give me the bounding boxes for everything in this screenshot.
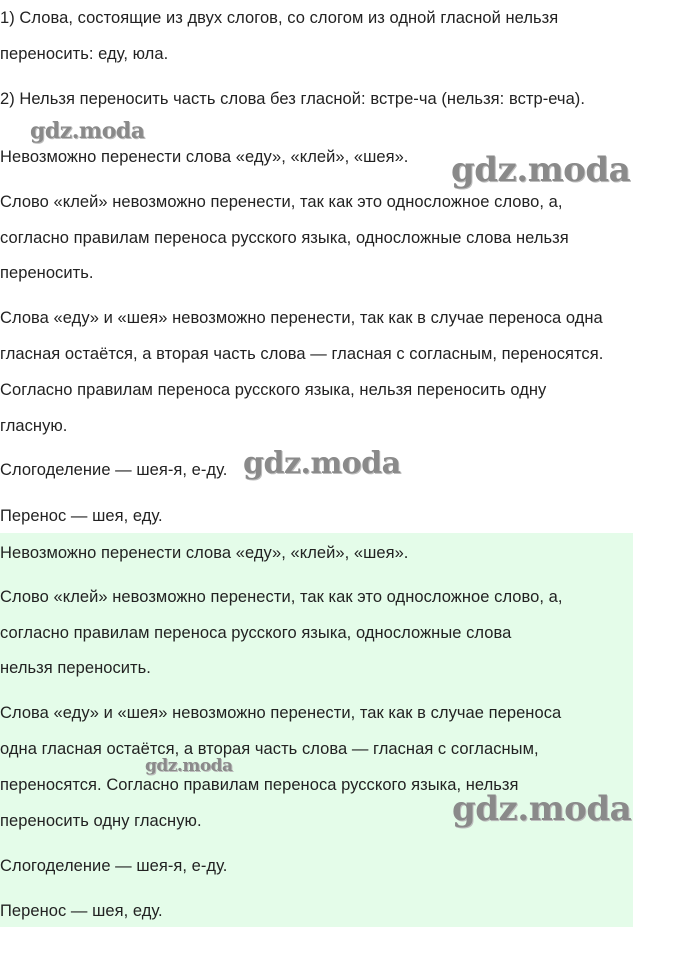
s1-line-7: Согласно правилам переноса русского языка, нельзя переносить одну — [0, 381, 547, 399]
watermark-4: gdz.moda — [145, 756, 233, 776]
s1-line-10: Перенос — шея, еду. — [0, 507, 163, 525]
rule-1-line-2: переносить: еду, юла. — [0, 45, 169, 63]
s2-line-5: Слова «еду» и «шея» невозможно перенести, так как в случае переноса — [0, 704, 562, 722]
s2-line-3: согласно правилам переноса русского языка, односложные слова — [0, 624, 512, 642]
watermark-3: gdz.moda — [243, 446, 401, 481]
s1-line-2: Слово «клей» невозможно перенести, так как это односложное слово, а, — [0, 193, 563, 211]
s2-line-6: одна гласная остаётся, а вторая часть слова — гласная с согласным, — [0, 740, 539, 758]
watermark-2: gdz.moda — [451, 150, 631, 190]
s2-line-4: нельзя переносить. — [0, 659, 151, 677]
s1-line-1: Невозможно перенести слова «еду», «клей», «шея». — [0, 148, 409, 166]
s1-line-3: согласно правилам переноса русского языка, односложные слова нельзя — [0, 229, 569, 247]
s2-line-8: переносить одну гласную. — [0, 812, 202, 830]
s1-line-5: Слова «еду» и «шея» невозможно перенести, так как в случае переноса одна — [0, 309, 603, 327]
s2-line-7: переносятся. Согласно правилам переноса русского языка, нельзя — [0, 776, 519, 794]
rule-1-line-1: 1) Слова, состоящие из двух слогов, со слогом из одной гласной нельзя — [0, 9, 559, 27]
s2-line-1: Невозможно перенести слова «еду», «клей», «шея». — [0, 544, 409, 562]
rule-2: 2) Нельзя переносить часть слова без гласной: встре-ча (нельзя: встр-еча). — [0, 90, 585, 108]
watermark-5: gdz.moda — [452, 789, 632, 829]
answer-block — [0, 533, 633, 927]
s2-line-2: Слово «клей» невозможно перенести, так как это односложное слово, а, — [0, 588, 563, 606]
s2-line-10: Перенос — шея, еду. — [0, 902, 163, 920]
s1-line-4: переносить. — [0, 264, 94, 282]
s1-line-6: гласная остаётся, а вторая часть слова — гласная с согласным, переносятся. — [0, 345, 604, 363]
s2-line-9: Слогоделение — шея-я, е-ду. — [0, 857, 228, 875]
s1-line-9: Слогоделение — шея-я, е-ду. — [0, 461, 228, 479]
s1-line-8: гласную. — [0, 417, 68, 435]
watermark-1: gdz.moda — [30, 118, 145, 144]
